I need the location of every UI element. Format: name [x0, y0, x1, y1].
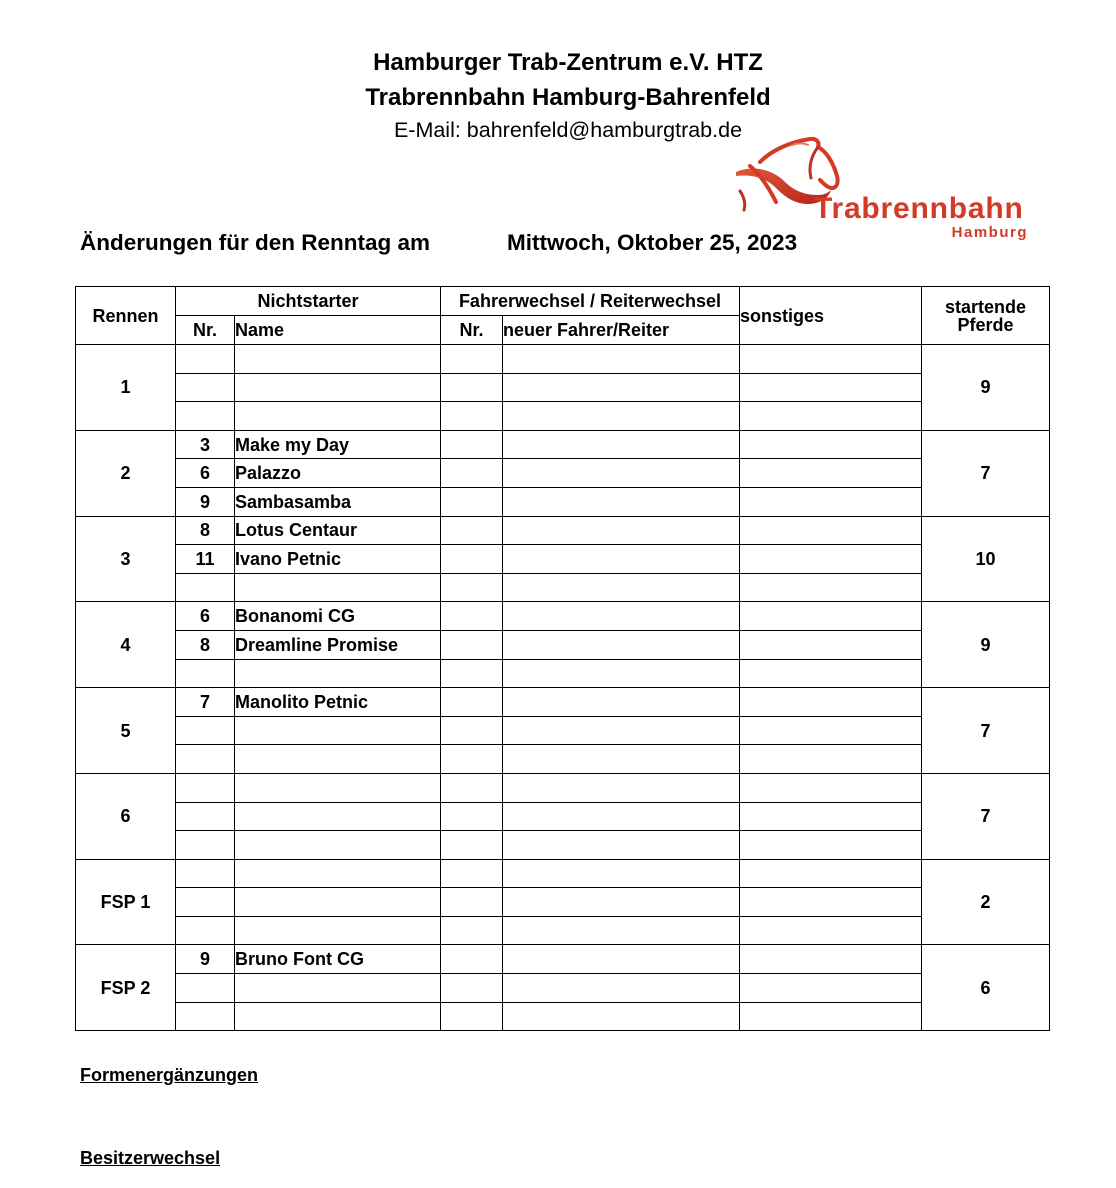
starters-count: 9: [922, 602, 1050, 688]
driver-change-nr: [441, 630, 503, 659]
non-starter-name: Manolito Petnic: [235, 688, 441, 717]
new-driver-cell: [503, 916, 740, 945]
new-driver-cell: [503, 345, 740, 374]
other-notes-cell: [740, 916, 922, 945]
new-driver-cell: [503, 945, 740, 974]
non-starter-name: Ivano Petnic: [235, 545, 441, 574]
starters-count: 7: [922, 773, 1050, 859]
other-notes-cell: [740, 773, 922, 802]
driver-change-nr: [441, 888, 503, 917]
non-starter-nr: [176, 716, 235, 745]
non-starter-nr: [176, 773, 235, 802]
non-starter-nr: 3: [176, 430, 235, 459]
driver-change-nr: [441, 573, 503, 602]
non-starter-nr: 11: [176, 545, 235, 574]
driver-change-nr: [441, 945, 503, 974]
race-subrow: [76, 659, 1050, 688]
new-driver-cell: [503, 859, 740, 888]
non-starter-name: [235, 974, 441, 1003]
race-group: [76, 945, 1050, 1031]
race-subrow: [76, 545, 1050, 574]
new-driver-cell: [503, 430, 740, 459]
header-driver-change: Fahrerwechsel / Reiterwechsel: [441, 287, 740, 316]
non-starter-nr: [176, 745, 235, 774]
other-notes-cell: [740, 373, 922, 402]
other-notes-cell: [740, 630, 922, 659]
logo-wordmark: Trabrennbahn: [814, 192, 1024, 225]
email-address: E-Mail: bahrenfeld@hamburgtrab.de: [393, 118, 743, 142]
starters-count: 7: [922, 688, 1050, 774]
driver-change-nr: [441, 430, 503, 459]
driver-change-nr: [441, 974, 503, 1003]
other-notes-cell: [740, 602, 922, 631]
race-number: 2: [76, 430, 176, 516]
other-notes-cell: [740, 573, 922, 602]
new-driver-cell: [503, 802, 740, 831]
race-subrow: [76, 945, 1050, 974]
driver-change-nr: [441, 831, 503, 860]
new-driver-cell: [503, 888, 740, 917]
race-number: 4: [76, 602, 176, 688]
non-starter-name: [235, 773, 441, 802]
new-driver-cell: [503, 402, 740, 431]
non-starter-name: [235, 859, 441, 888]
other-notes-cell: [740, 945, 922, 974]
non-starter-nr: 6: [176, 459, 235, 488]
other-notes-cell: [740, 516, 922, 545]
race-subrow: [76, 716, 1050, 745]
non-starter-name: [235, 745, 441, 774]
race-subrow: [76, 745, 1050, 774]
race-number: 5: [76, 688, 176, 774]
race-subrow: [76, 373, 1050, 402]
header-row-top: [76, 287, 1050, 316]
new-driver-cell: [503, 573, 740, 602]
non-starter-nr: [176, 802, 235, 831]
non-starter-nr: [176, 345, 235, 374]
race-subrow: [76, 630, 1050, 659]
starters-count: 7: [922, 430, 1050, 516]
driver-change-nr: [441, 402, 503, 431]
race-subrow: [76, 402, 1050, 431]
venue-name: Trabrennbahn Hamburg-Bahrenfeld: [365, 84, 771, 111]
organization-name: Hamburger Trab-Zentrum e.V. HTZ: [373, 49, 763, 76]
race-subrow: [76, 916, 1050, 945]
new-driver-cell: [503, 459, 740, 488]
logo-subtitle: Hamburg: [951, 224, 1028, 241]
non-starter-name: [235, 802, 441, 831]
race-subrow: [76, 974, 1050, 1003]
non-starter-nr: 9: [176, 487, 235, 516]
new-driver-cell: [503, 716, 740, 745]
non-starter-name: Bonanomi CG: [235, 602, 441, 631]
header-starters: [922, 287, 1050, 345]
other-notes-cell: [740, 688, 922, 717]
changes-table: [75, 286, 1050, 1031]
race-subrow: [76, 859, 1050, 888]
race-day-label: Änderungen für den Renntag am: [80, 230, 431, 255]
race-subrow: [76, 773, 1050, 802]
other-notes-cell: [740, 859, 922, 888]
non-starter-name: Dreamline Promise: [235, 630, 441, 659]
header-non-starter-name: Name: [235, 316, 441, 345]
other-notes-cell: [740, 402, 922, 431]
driver-change-nr: [441, 745, 503, 774]
non-starter-name: [235, 1002, 441, 1031]
driver-change-nr: [441, 688, 503, 717]
race-subrow: [76, 888, 1050, 917]
race-group: [76, 516, 1050, 602]
non-starter-name: [235, 345, 441, 374]
new-driver-cell: [503, 487, 740, 516]
non-starter-nr: [176, 402, 235, 431]
non-starter-name: [235, 659, 441, 688]
header-starters-line1: startende: [944, 296, 1027, 317]
new-driver-cell: [503, 373, 740, 402]
header-driver-change-nr: Nr.: [441, 316, 503, 345]
other-notes-cell: [740, 459, 922, 488]
driver-change-nr: [441, 716, 503, 745]
header-starters-line2: Pferde: [957, 314, 1014, 335]
other-notes-cell: [740, 345, 922, 374]
non-starter-nr: 9: [176, 945, 235, 974]
non-starter-name: [235, 888, 441, 917]
other-notes-cell: [740, 430, 922, 459]
new-driver-cell: [503, 545, 740, 574]
driver-change-nr: [441, 802, 503, 831]
non-starter-name: [235, 831, 441, 860]
race-subrow: [76, 802, 1050, 831]
non-starter-name: Palazzo: [235, 459, 441, 488]
new-driver-cell: [503, 630, 740, 659]
non-starter-nr: [176, 831, 235, 860]
race-group: [76, 430, 1050, 516]
non-starter-name: Sambasamba: [235, 487, 441, 516]
driver-change-nr: [441, 516, 503, 545]
non-starter-nr: [176, 859, 235, 888]
new-driver-cell: [503, 745, 740, 774]
race-group: [76, 602, 1050, 688]
starters-count: 6: [922, 945, 1050, 1031]
race-subrow: [76, 430, 1050, 459]
other-notes-cell: [740, 659, 922, 688]
header-non-starters: Nichtstarter: [176, 287, 441, 316]
race-number: 6: [76, 773, 176, 859]
header-race: Rennen: [76, 287, 176, 345]
other-notes-cell: [740, 888, 922, 917]
race-subrow: [76, 688, 1050, 717]
race-group: [76, 688, 1050, 774]
driver-change-nr: [441, 373, 503, 402]
starters-count: 2: [922, 859, 1050, 945]
other-notes-cell: [740, 831, 922, 860]
non-starter-nr: [176, 916, 235, 945]
race-number: FSP 2: [76, 945, 176, 1031]
non-starter-nr: [176, 974, 235, 1003]
non-starter-nr: 8: [176, 516, 235, 545]
starters-count: 10: [922, 516, 1050, 602]
non-starter-nr: [176, 573, 235, 602]
new-driver-cell: [503, 773, 740, 802]
new-driver-cell: [503, 602, 740, 631]
other-notes-cell: [740, 745, 922, 774]
race-subrow: [76, 573, 1050, 602]
race-subrow: [76, 1002, 1050, 1031]
other-notes-cell: [740, 545, 922, 574]
non-starter-nr: [176, 659, 235, 688]
driver-change-nr: [441, 773, 503, 802]
race-subrow: [76, 831, 1050, 860]
new-driver-cell: [503, 831, 740, 860]
race-number: 3: [76, 516, 176, 602]
non-starter-nr: [176, 373, 235, 402]
new-driver-cell: [503, 974, 740, 1003]
race-subrow: [76, 602, 1050, 631]
non-starter-name: Make my Day: [235, 430, 441, 459]
owner-changes-heading: Besitzerwechsel: [80, 1148, 221, 1168]
race-subrow: [76, 516, 1050, 545]
driver-change-nr: [441, 459, 503, 488]
race-group: [76, 773, 1050, 859]
other-notes-cell: [740, 802, 922, 831]
other-notes-cell: [740, 974, 922, 1003]
race-group: [76, 345, 1050, 431]
non-starter-name: Lotus Centaur: [235, 516, 441, 545]
driver-change-nr: [441, 345, 503, 374]
driver-change-nr: [441, 545, 503, 574]
table-header: [76, 287, 1050, 345]
other-notes-cell: [740, 716, 922, 745]
header-non-starter-nr: Nr.: [176, 316, 235, 345]
new-driver-cell: [503, 516, 740, 545]
non-starter-name: Bruno Font CG: [235, 945, 441, 974]
race-subrow: [76, 487, 1050, 516]
header-new-driver: neuer Fahrer/Reiter: [503, 316, 740, 345]
other-notes-cell: [740, 1002, 922, 1031]
non-starter-name: [235, 573, 441, 602]
non-starter-name: [235, 402, 441, 431]
form-additions-heading: Formenergänzungen: [80, 1065, 259, 1085]
race-subrow: [76, 459, 1050, 488]
other-notes-cell: [740, 487, 922, 516]
new-driver-cell: [503, 1002, 740, 1031]
driver-change-nr: [441, 859, 503, 888]
non-starter-name: [235, 916, 441, 945]
race-subrow: [76, 345, 1050, 374]
driver-change-nr: [441, 602, 503, 631]
non-starter-nr: [176, 1002, 235, 1031]
driver-change-nr: [441, 916, 503, 945]
non-starter-nr: [176, 888, 235, 917]
driver-change-nr: [441, 487, 503, 516]
header-other: sonstiges: [740, 287, 922, 345]
non-starter-name: [235, 716, 441, 745]
starters-count: 9: [922, 345, 1050, 431]
race-group: [76, 859, 1050, 945]
race-number: FSP 1: [76, 859, 176, 945]
non-starter-name: [235, 373, 441, 402]
new-driver-cell: [503, 659, 740, 688]
race-number: 1: [76, 345, 176, 431]
new-driver-cell: [503, 688, 740, 717]
driver-change-nr: [441, 1002, 503, 1031]
driver-change-nr: [441, 659, 503, 688]
non-starter-nr: 8: [176, 630, 235, 659]
non-starter-nr: 7: [176, 688, 235, 717]
race-day-date: Mittwoch, Oktober 25, 2023: [507, 230, 798, 255]
non-starter-nr: 6: [176, 602, 235, 631]
